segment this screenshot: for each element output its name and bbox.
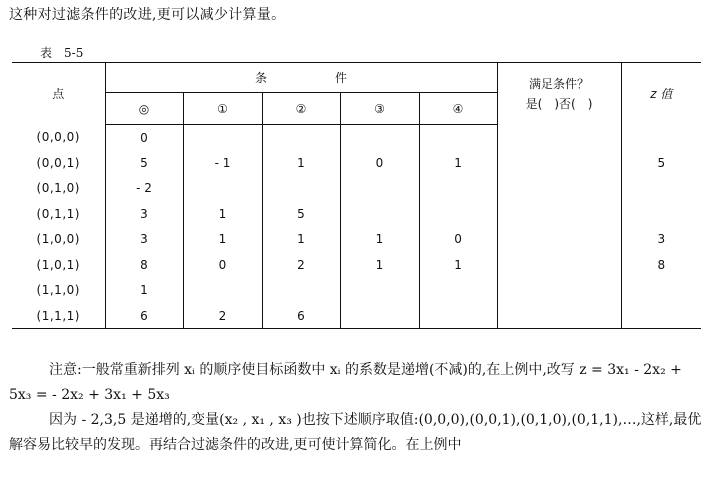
row-cond-3: 1 [340,227,419,253]
row-point: (1,1,0) [12,278,105,304]
table-row [12,227,701,253]
note-paragraph-1: 注意:一般常重新排列 xᵢ 的顺序使目标函数中 xᵢ 的系数是递增(不减)的,在上例中,改写 z = 3x₁ - 2x₂ + 5x₃ = - 2x₂ + 3x₁ + 5x₃ [9,362,682,403]
row-cond-4 [419,201,497,227]
row-cond-4: 1 [419,252,497,278]
row-cond-2 [262,125,340,151]
row-point: (0,0,1) [12,150,105,176]
table-caption: 表 5-5 [40,46,84,60]
row-cond-2: 5 [262,201,340,227]
row-satisfy [497,150,621,176]
row-cond-1: 0 [183,252,262,278]
row-cond-0: 5 [105,150,183,176]
row-cond-1: 2 [183,303,262,329]
row-z: 8 [657,257,666,272]
row-z [621,303,701,329]
row-z: 5 [657,155,666,170]
row-z: 3 [657,232,666,247]
row-cond-4: 0 [419,227,497,253]
table-row [12,150,701,176]
row-satisfy [497,278,621,304]
row-cond-2 [262,176,340,202]
row-point: (1,0,1) [12,252,105,278]
row-cond-1: 1 [183,201,262,227]
row-z [621,278,701,304]
row-cond-2: 1 [262,227,340,253]
row-cond-2: 6 [262,303,340,329]
row-cond-4 [419,278,497,304]
header-conditions: 条 件 [105,63,497,93]
row-cond-3 [340,125,419,151]
header-cond-3: ③ [340,93,419,125]
row-z [621,201,701,227]
row-satisfy [497,303,621,329]
header-cond-4: ④ [419,93,497,125]
row-z [621,125,701,151]
row-cond-0: 1 [105,278,183,304]
row-satisfy [497,176,621,202]
row-cond-0: 3 [105,227,183,253]
row-cond-0: - 2 [105,176,183,202]
row-cond-3 [340,303,419,329]
row-cond-0: 8 [105,252,183,278]
row-cond-1 [183,125,262,151]
row-cond-1 [183,278,262,304]
note-paragraph-2: 因为 - 2,3,5 是递增的,变量(x₂ , x₁ , x₃ )也按下述顺序取值:(0,0,0),(0,0,1),(0,1,0),(0,1,1),…,这样,最优解容易比较早的发现。再结合过滤条件的改进,更可使计算简化。在上例中 [9,412,702,453]
row-cond-2: 1 [262,150,340,176]
row-cond-4 [419,125,497,151]
row-cond-3 [340,278,419,304]
row-cond-1: 1 [183,227,262,253]
header-satisfy-line1: 满足条件？ [529,76,590,91]
row-point: (1,0,0) [12,227,105,253]
row-satisfy [497,125,621,151]
row-satisfy [497,227,621,253]
row-point: (0,1,1) [12,201,105,227]
row-satisfy [497,252,621,278]
table-row [12,176,701,202]
intro-text: 这种对过滤条件的改进,更可以减少计算量。 [9,7,286,23]
header-cond-2: ② [262,93,340,125]
row-satisfy [497,201,621,227]
row-cond-4 [419,303,497,329]
notes [9,358,704,458]
row-cond-0: 6 [105,303,183,329]
table-row [12,278,701,304]
row-point: (0,0,0) [12,125,105,151]
filter-table [12,62,701,329]
row-cond-2 [262,278,340,304]
row-point: (1,1,1) [12,303,105,329]
row-cond-0: 3 [105,201,183,227]
header-cond-1: ① [183,93,262,125]
header-satisfy [497,63,621,125]
row-point: (0,1,0) [12,176,105,202]
row-cond-3: 0 [340,150,419,176]
row-cond-1 [183,176,262,202]
row-cond-3 [340,176,419,202]
header-cond-0: ◎ [105,93,183,125]
row-cond-0: 0 [105,125,183,151]
row-cond-2: 2 [262,252,340,278]
table-row [12,252,701,278]
row-cond-3: 1 [340,252,419,278]
row-z [621,176,701,202]
row-cond-4 [419,176,497,202]
row-cond-3 [340,201,419,227]
table-row [12,125,701,151]
header-satisfy-line2: 是( )否( ) [525,96,593,111]
table-row [12,303,701,329]
table-row [12,201,701,227]
row-cond-1: - 1 [183,150,262,176]
row-cond-4: 1 [419,150,497,176]
header-point: 点 [12,63,105,125]
table-body [12,125,701,329]
header-z: z 值 [621,63,701,125]
